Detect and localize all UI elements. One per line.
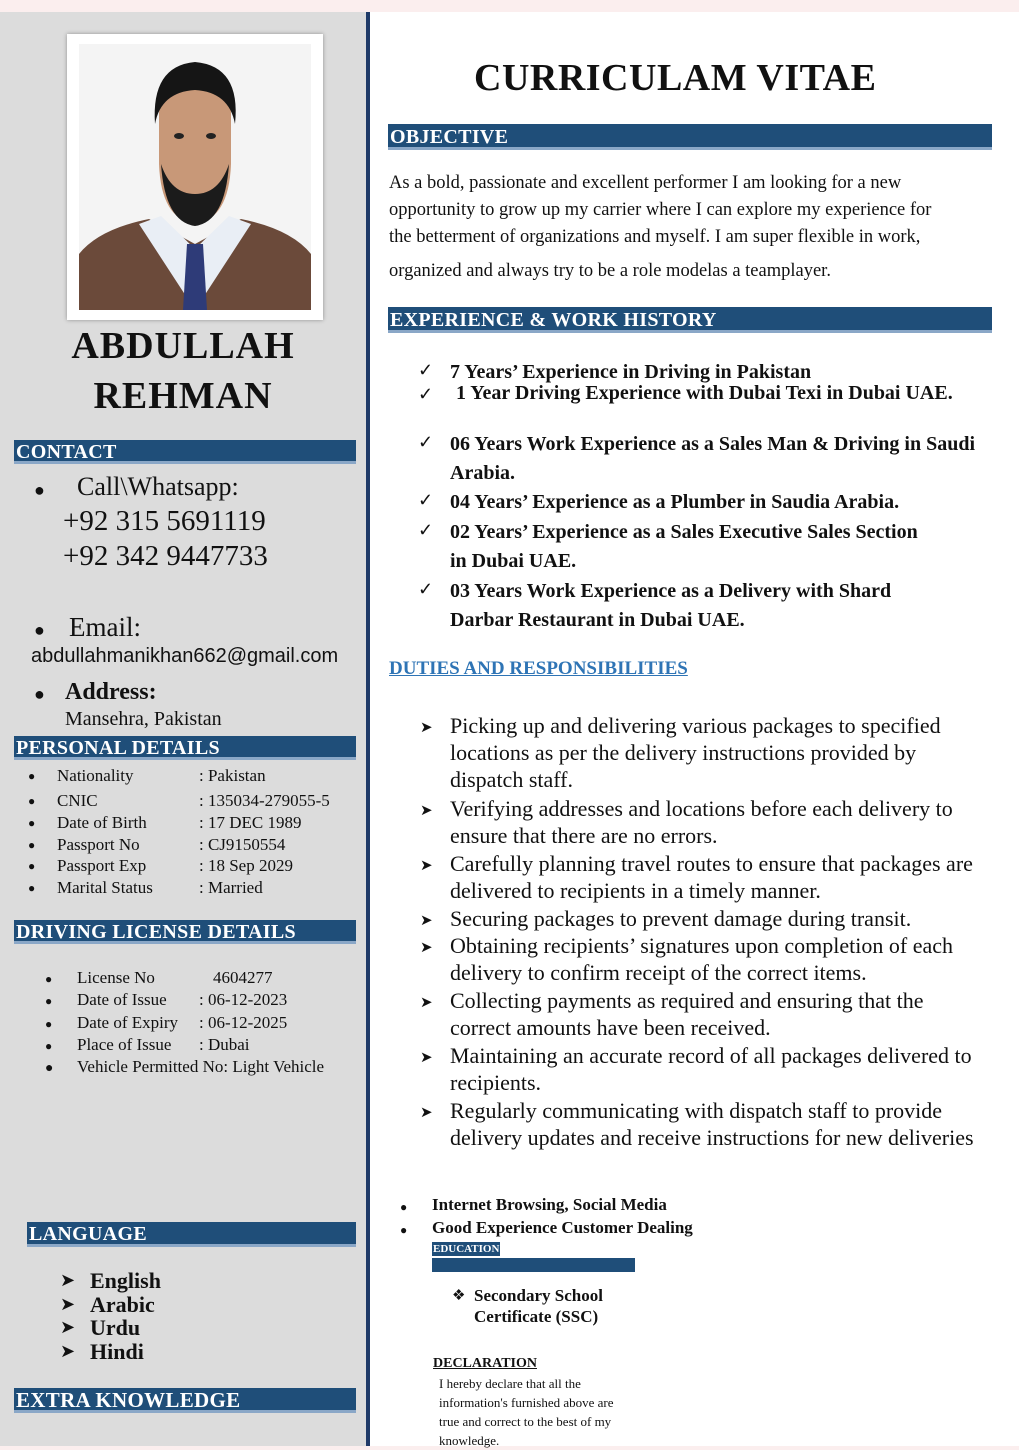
experience-heading: EXPERIENCE & WORK HISTORY: [388, 307, 992, 333]
license-detail-label: Date of Expiry: [77, 1013, 179, 1032]
arrow-bullet-icon: ➤: [420, 995, 433, 1011]
profile-photo: [67, 34, 323, 320]
personal-details-heading: PERSONAL DETAILS: [14, 736, 356, 760]
language-item: Urdu: [90, 1315, 141, 1340]
checkmark-icon: ✓: [418, 579, 434, 599]
personal-detail-label: Passport Exp: [57, 856, 147, 875]
arrow-bullet-icon: ➤: [60, 1341, 76, 1361]
objective-line: As a bold, passionate and excellent performer I am looking for a new: [389, 173, 902, 193]
objective-heading: OBJECTIVE: [388, 124, 992, 150]
objective-line: organized and always try to be a role modelas a teamplayer.: [389, 261, 831, 281]
experience-item: 04 Years’ Experience as a Plumber in Saudia Arabia.: [450, 491, 900, 513]
bullet-icon: ●: [28, 794, 36, 808]
skill-item: Internet Browsing, Social Media: [432, 1195, 667, 1214]
email-label: Email:: [69, 612, 141, 642]
personal-detail-label: Passport No: [57, 835, 140, 854]
license-detail-label: License No: [77, 968, 155, 987]
language-item: Hindi: [90, 1339, 144, 1364]
duties-heading: DUTIES AND RESPONSIBILITIES: [389, 658, 688, 679]
personal-detail-value: : 17 DEC 1989: [199, 813, 302, 832]
experience-item: 03 Years Work Experience as a Delivery with Shard Darbar Restaurant in Dubai UAE.: [450, 580, 892, 631]
arrow-bullet-icon: ➤: [420, 1050, 433, 1066]
experience-item: 7 Years’ Experience in Driving in Pakistan: [450, 361, 812, 383]
arrow-bullet-icon: ➤: [420, 720, 433, 736]
cv-page: [0, 12, 1019, 1446]
driving-license-heading: DRIVING LICENSE DETAILS: [14, 920, 356, 944]
page-title: CURRICULAM VITAE: [474, 57, 877, 99]
phone-1[interactable]: +92 315 5691119: [63, 505, 266, 537]
personal-detail-value: : 135034-279055-5: [199, 791, 330, 810]
bullet-icon: ●: [400, 1200, 408, 1214]
last-name: REHMAN: [93, 375, 273, 417]
bullet-icon: ●: [28, 838, 36, 852]
bullet-icon: ●: [28, 769, 36, 783]
bullet-icon: ●: [400, 1223, 408, 1237]
bullet-icon: ●: [45, 1017, 53, 1031]
sidebar: [0, 12, 366, 1446]
language-heading: LANGUAGE: [27, 1222, 356, 1247]
license-detail-value: : 06-12-2025: [199, 1013, 288, 1032]
language-item: English: [90, 1268, 161, 1293]
personal-detail-value: : Married: [199, 878, 263, 897]
bullet-icon: ●: [45, 1039, 53, 1053]
declaration-text: I hereby declare that all the information's furnished above are true and correct to the best of my knowledge.: [439, 1376, 614, 1448]
education-heading-block: [432, 1242, 635, 1272]
checkmark-icon: ✓: [418, 360, 434, 380]
objective-line: the betterment of organizations and myself. I am super flexible in work,: [389, 227, 921, 247]
education-heading: EDUCATION: [433, 1243, 500, 1255]
duty-item: Collecting payments as required and ensuring that the correct amounts have been received.: [450, 988, 924, 1040]
duty-item: Regularly communicating with dispatch staff to provide delivery updates and receive instructions for new deliveries: [450, 1098, 974, 1150]
skill-item: Good Experience Customer Dealing: [432, 1218, 693, 1237]
duty-item: Carefully planning travel routes to ensure that packages are delivered to recipients in a timely manner.: [450, 851, 973, 903]
column-divider: [366, 12, 370, 1446]
arrow-bullet-icon: ➤: [420, 1105, 433, 1121]
address-value: Mansehra, Pakistan: [65, 708, 222, 730]
bullet-icon: ●: [34, 480, 45, 500]
email-address[interactable]: abdullahmanikhan662@gmail.com: [31, 645, 339, 667]
objective-line: opportunity to grow up my carrier where I can explore my experience for: [389, 200, 932, 220]
checkmark-icon: ✓: [418, 490, 434, 510]
checkmark-icon: ✓: [418, 520, 434, 540]
declaration-heading: DECLARATION: [433, 1356, 537, 1371]
duty-item: Verifying addresses and locations before each delivery to ensure that there are no errors.: [450, 796, 953, 848]
license-detail-label: Date of Issue: [77, 990, 167, 1009]
vehicle-permitted: Vehicle Permitted No: Light Vehicle: [77, 1057, 325, 1076]
personal-detail-label: Nationality: [57, 766, 134, 785]
bullet-icon: ●: [45, 1061, 54, 1076]
first-name: ABDULLAH: [71, 325, 295, 367]
duty-item: Obtaining recipients’ signatures upon completion of each delivery to confirm receipt of the correct items.: [450, 933, 954, 985]
duty-item: Maintaining an accurate record of all packages delivered to recipients.: [450, 1043, 972, 1095]
arrow-bullet-icon: ➤: [420, 913, 433, 929]
license-detail-label: Place of Issue: [77, 1035, 172, 1054]
diamond-bullet-icon: ❖: [452, 1288, 466, 1304]
checkmark-icon: ✓: [418, 432, 434, 452]
duty-item: Securing packages to prevent damage during transit.: [450, 906, 912, 931]
personal-detail-label: CNIC: [57, 791, 98, 810]
arrow-bullet-icon: ➤: [420, 803, 433, 819]
education-bar: [432, 1258, 635, 1272]
experience-item: 02 Years’ Experience as a Sales Executive Sales Section in Dubai UAE.: [450, 521, 918, 572]
education-item: Secondary School Certificate (SSC): [474, 1286, 603, 1326]
personal-detail-label: Date of Birth: [57, 813, 147, 832]
language-item: Arabic: [90, 1292, 155, 1317]
license-detail-value: 4604277: [213, 968, 273, 987]
extra-knowledge-heading: EXTRA KNOWLEDGE: [14, 1388, 356, 1413]
address-label: Address:: [65, 679, 157, 705]
arrow-bullet-icon: ➤: [60, 1294, 76, 1314]
person-portrait-icon: [79, 44, 311, 310]
bullet-icon: ●: [45, 972, 53, 986]
personal-detail-value: : Pakistan: [199, 766, 266, 785]
call-label: Call\Whatsapp:: [77, 472, 239, 501]
arrow-bullet-icon: ➤: [420, 940, 433, 956]
bullet-icon: ●: [34, 620, 45, 640]
checkmark-icon: ✓: [418, 384, 434, 404]
arrow-bullet-icon: ➤: [60, 1270, 76, 1290]
bullet-icon: ●: [28, 859, 36, 873]
arrow-bullet-icon: ➤: [420, 858, 433, 874]
bullet-icon: ●: [28, 816, 36, 830]
bullet-icon: ●: [45, 994, 53, 1008]
bullet-icon: ●: [28, 881, 36, 895]
duty-item: Picking up and delivering various packages to specified locations as per the delivery instructions provided by dispatch staff.: [450, 713, 941, 792]
license-detail-value: : Dubai: [199, 1035, 250, 1054]
experience-item: 1 Year Driving Experience with Dubai Texi in Dubai UAE.: [456, 382, 953, 404]
personal-detail-label: Marital Status: [57, 878, 153, 897]
experience-item: 06 Years Work Experience as a Sales Man & Driving in Saudi Arabia.: [450, 433, 976, 484]
bullet-icon: ●: [34, 684, 45, 704]
license-detail-value: : 06-12-2023: [199, 990, 288, 1009]
personal-detail-value: : CJ9150554: [199, 835, 286, 854]
phone-2[interactable]: +92 342 9447733: [63, 540, 268, 572]
arrow-bullet-icon: ➤: [60, 1317, 76, 1337]
personal-detail-value: : 18 Sep 2029: [199, 856, 293, 875]
contact-heading: CONTACT: [14, 440, 356, 464]
